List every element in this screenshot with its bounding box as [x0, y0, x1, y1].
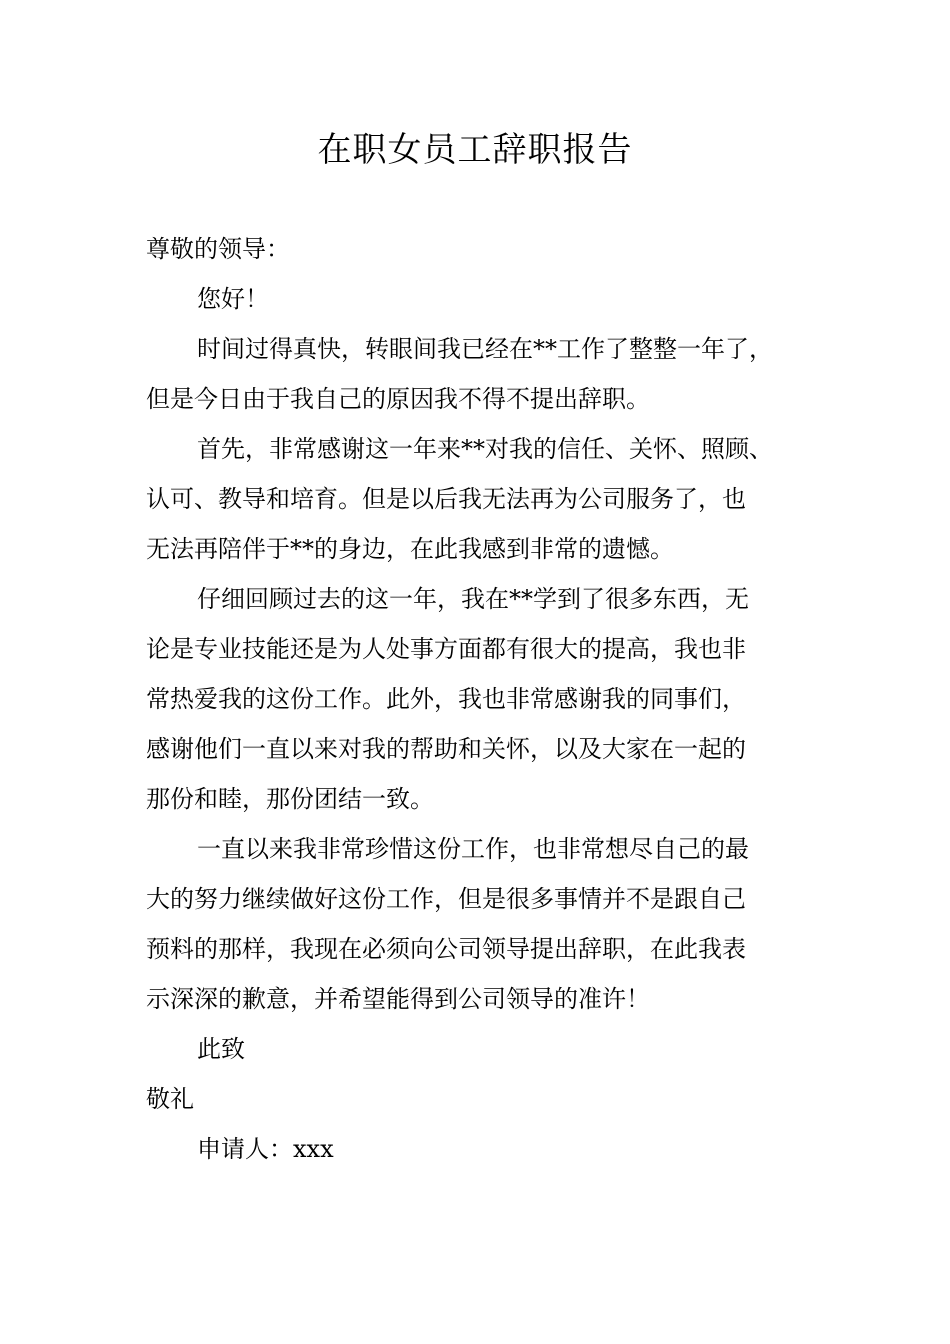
closing-respectfully: 此致 — [197, 1035, 245, 1063]
paragraph-line: 感谢他们一直以来对我的帮助和关怀，以及大家在一起的 — [146, 735, 746, 763]
greeting: 您好！ — [197, 285, 269, 313]
paragraph-line: 论是专业技能还是为人处事方面都有很大的提高，我也非 — [146, 635, 746, 663]
letter-body — [146, 224, 826, 1174]
paragraph-line: 预料的那样，我现在必须向公司领导提出辞职，在此我表 — [146, 935, 746, 963]
paragraph-line: 无法再陪伴于**的身边，在此我感到非常的遗憾。 — [146, 535, 674, 563]
paragraph-line: 时间过得真快，转眼间我已经在**工作了整整一年了， — [197, 335, 773, 363]
paragraph-line: 示深深的歉意，并希望能得到公司领导的准许！ — [146, 985, 650, 1013]
paragraph-line: 那份和睦，那份团结一致。 — [146, 785, 434, 813]
paragraph-line: 仔细回顾过去的这一年，我在**学到了很多东西，无 — [197, 585, 749, 613]
closing-salute: 敬礼 — [146, 1085, 194, 1113]
paragraph-line: 但是今日由于我自己的原因我不得不提出辞职。 — [146, 385, 650, 413]
paragraph-line: 认可、教导和培育。但是以后我无法再为公司服务了，也 — [146, 485, 746, 513]
paragraph-line: 常热爱我的这份工作。此外，我也非常感谢我的同事们， — [146, 685, 746, 713]
paragraph-4 — [146, 824, 826, 1024]
document-title: 在职女员工辞职报告 — [317, 130, 633, 170]
signature: 申请人：xxx — [197, 1135, 334, 1163]
paragraph-3 — [146, 574, 826, 824]
paragraph-line: 大的努力继续做好这份工作，但是很多事情并不是跟自己 — [146, 885, 746, 913]
paragraph-1 — [146, 324, 826, 424]
paragraph-line: 首先，非常感谢这一年来**对我的信任、关怀、照顾、 — [197, 435, 773, 463]
salutation: 尊敬的领导： — [146, 235, 290, 263]
paragraph-2 — [146, 424, 826, 574]
paragraph-line: 一直以来我非常珍惜这份工作，也非常想尽自己的最 — [197, 835, 749, 863]
